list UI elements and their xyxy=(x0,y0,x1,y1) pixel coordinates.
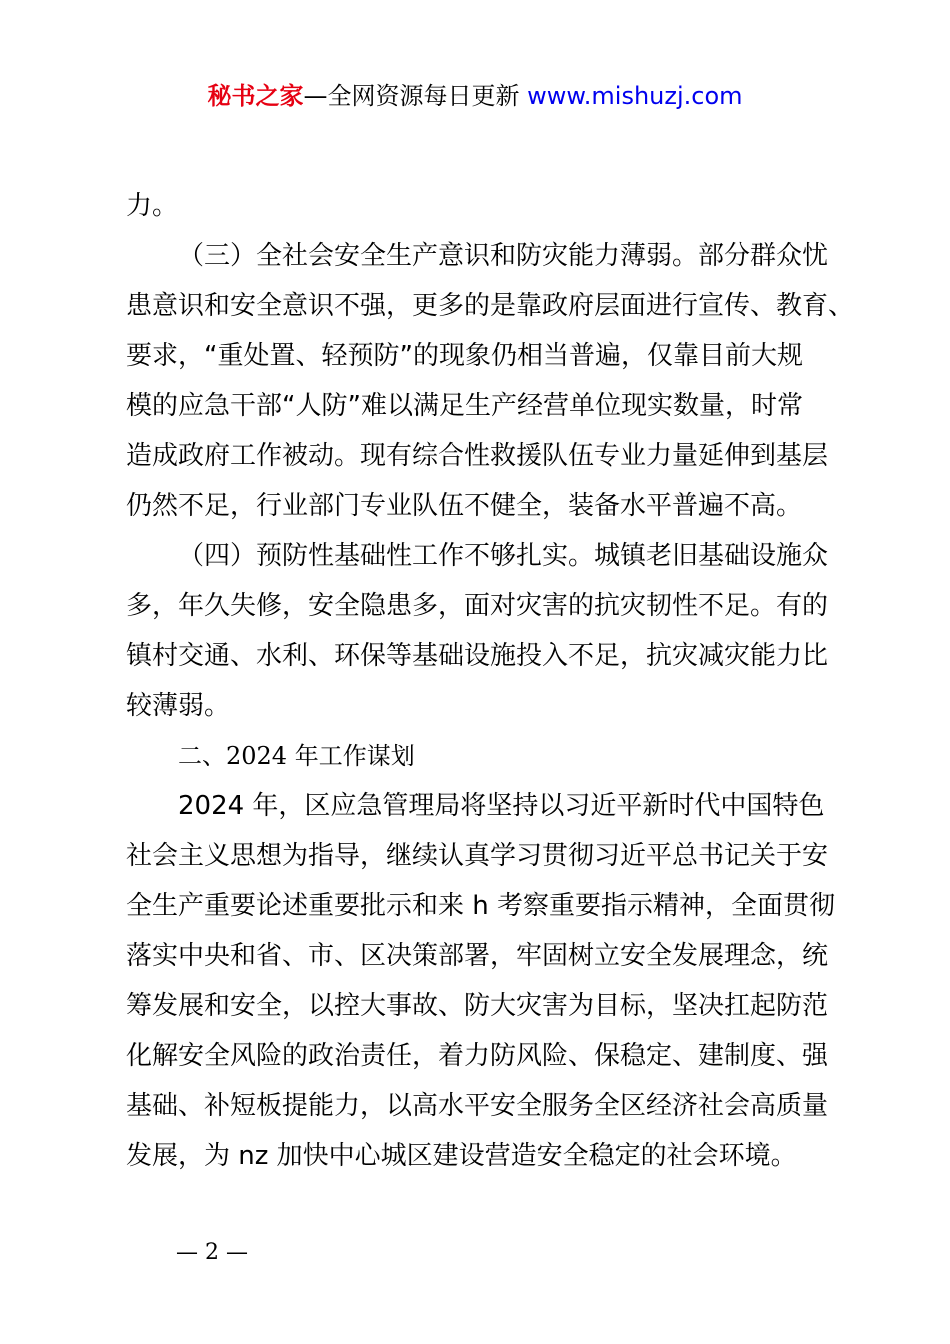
body-line: 要求，“重处置、轻预防”的现象仍相当普遍，仅靠目前大规 xyxy=(126,341,803,371)
body-line: 发展，为 nz 加快中心城区建设营造安全稳定的社会环境。 xyxy=(126,1141,797,1171)
chapter-heading: 二、2024 年工作谋划 xyxy=(178,742,415,770)
body-line: 仍然不足，行业部门专业队伍不健全，装备水平普遍不高。 xyxy=(126,491,803,521)
body-line: 模的应急干部“人防”难以满足生产经营单位现实数量，时常 xyxy=(126,391,803,421)
section-heading-three: （三）全社会安全生产意识和防灾能力薄弱。部分群众忧 xyxy=(178,241,829,271)
body-line: 较薄弱。 xyxy=(126,691,231,721)
body-line: 2024 年，区应急管理局将坚持以习近平新时代中国特色 xyxy=(178,791,825,821)
body-line: 力。 xyxy=(126,191,179,221)
body-line: 患意识和安全意识不强，更多的是靠政府层面进行宣传、教育、 xyxy=(126,291,855,321)
body-line: 基础、补短板提能力，以高水平安全服务全区经济社会高质量 xyxy=(126,1091,829,1121)
site-tagline: —全网资源每日更新 xyxy=(303,82,528,110)
body-line: 筹发展和安全，以控大事故、防大灾害为目标，坚决扛起防范 xyxy=(126,991,829,1021)
body-line: 多，年久失修，安全隐患多，面对灾害的抗灾韧性不足。有的 xyxy=(126,591,829,621)
site-header xyxy=(0,80,950,112)
section-heading-four: （四）预防性基础性工作不够扎实。城镇老旧基础设施众 xyxy=(178,541,829,571)
body-line: 全生产重要论述重要批示和来 h 考察重要指示精神，全面贯彻 xyxy=(126,891,836,921)
site-brand: 秘书之家 xyxy=(207,82,304,110)
body-line: 落实中央和省、市、区决策部署，牢固树立安全发展理念，统 xyxy=(126,941,829,971)
body-line: 化解安全风险的政治责任，着力防风险、保稳定、建制度、强 xyxy=(126,1041,829,1071)
body-line: 社会主义思想为指导，继续认真学习贯彻习近平总书记关于安 xyxy=(126,841,829,871)
site-url-link[interactable]: www.mishuzj.com xyxy=(527,82,743,110)
body-line: 镇村交通、水利、环保等基础设施投入不足，抗灾减灾能力比 xyxy=(126,641,829,671)
body-line: 造成政府工作被动。现有综合性救援队伍专业力量延伸到基层 xyxy=(126,441,829,471)
page-number: — 2 — xyxy=(176,1240,248,1265)
